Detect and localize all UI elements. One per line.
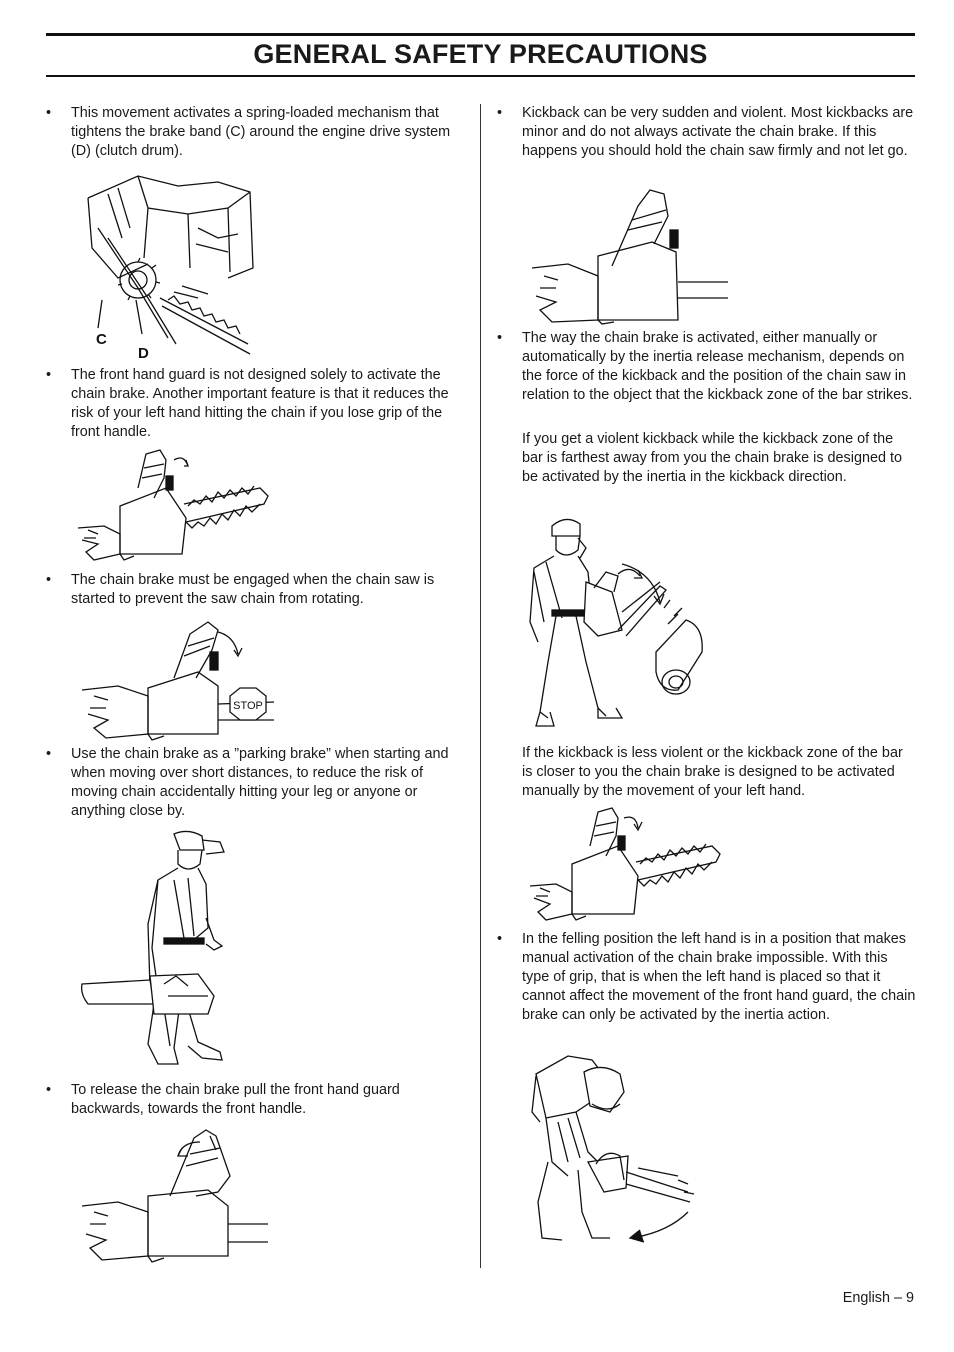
page-number: English – 9 [842,1290,914,1306]
bullet: • [497,330,503,346]
list-item [46,104,466,161]
list-item-text: The way the chain brake is activated, either manually or automatically by the inertia release mechanism, depends on the force of the kickback and the position of the chain saw in relation to the object that the kickback zone of the bar strikes. [522,330,913,403]
bullet: • [497,931,503,947]
bullet: • [497,105,503,121]
list-item-text: The chain brake must be engaged when the chain saw is started to prevent the saw chain from rotating. [71,572,435,607]
stop-sign-label: STOP [233,700,263,712]
list-item [497,329,917,405]
figure-label-c: C [96,331,107,348]
list-item-text: Use the chain brake as a ”parking brake” when starting and when moving over short distances, to reduce the risk of moving chain accidentally hitting your leg or anyone or anything close by. [71,746,449,819]
bullet: • [46,367,52,383]
list-item-text: This movement activates a spring-loaded mechanism that tightens the brake band (C) around the engine drive system (D) (clutch drum). [71,105,451,159]
violent-kickback-illustration [526,512,716,738]
bullet: • [46,746,52,762]
list-item [46,745,466,821]
list-item [46,571,466,609]
stop-sign-icon [230,688,266,720]
felling-position-illustration [528,1052,698,1244]
column-divider [480,104,481,1268]
manual-activation-illustration [526,806,726,928]
list-item-text: Kickback can be very sudden and violent. Most kickbacks are minor and do not always activate the chain brake. If this happens you should hold the chain saw firmly and not let go. [522,105,914,159]
header-bottom-rule [46,75,915,77]
release-brake-illustration [78,1126,278,1264]
carrying-saw-illustration [78,828,238,1076]
list-item [497,930,917,1025]
hand-guard-saw-illustration [74,448,274,568]
list-item-text: To release the chain brake pull the front hand guard backwards, towards the front handle. [71,1082,400,1117]
figure-label-d: D [138,345,149,362]
kickback-hold-illustration [528,186,733,326]
paragraph: If you get a violent kickback while the kickback zone of the bar is farthest away from you the chain brake is designed to be activated by the inertia in the kickback direction. [522,431,902,485]
bullet: • [46,1082,52,1098]
chain-brake-stop-illustration [78,616,278,742]
bullet: • [46,572,52,588]
brake-mechanism-illustration [78,168,258,364]
page-title: GENERAL SAFETY PRECAUTIONS [253,39,708,69]
bullet: • [46,105,52,121]
list-item [497,104,917,161]
list-item-text: The front hand guard is not designed solely to activate the chain brake. Another important feature is that it reduces the risk of your left hand hitting the chain if you lose grip of the front handle. [71,367,449,440]
list-item-text: In the felling position the left hand is in a position that makes manual activation of the chain brake impossible. With this type of grip, that is when the left hand is placed so that it cannot affect the movement of the front hand guard, the chain brake can only be activated by the inertia action. [522,931,916,1023]
paragraph: If the kickback is less violent or the kickback zone of the bar is closer to you the chain brake is designed to be activated manually by the movement of your left hand. [522,745,903,799]
list-item [46,366,466,442]
list-item [46,1081,466,1119]
